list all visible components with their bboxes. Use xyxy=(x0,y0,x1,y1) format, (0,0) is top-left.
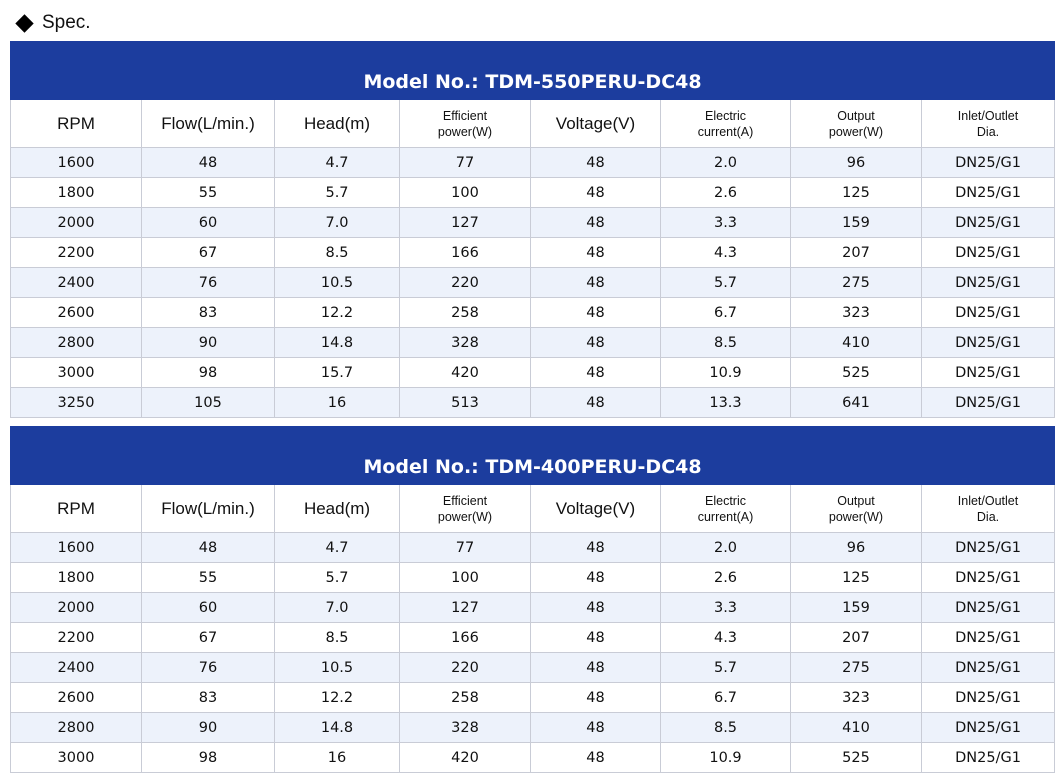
table-cell: 48 xyxy=(531,593,661,623)
table-cell: 48 xyxy=(531,148,661,178)
table-cell: 13.3 xyxy=(661,388,791,418)
table-cell: 8.5 xyxy=(275,623,400,653)
table-cell: 323 xyxy=(791,683,922,713)
inlet-outlet-header xyxy=(922,100,1055,148)
table-cell: 125 xyxy=(791,563,922,593)
table-cell: 48 xyxy=(531,623,661,653)
table-cell: 77 xyxy=(400,148,531,178)
table-cell: 5.7 xyxy=(661,653,791,683)
table-cell: 55 xyxy=(142,563,275,593)
table-cell: 410 xyxy=(791,328,922,358)
table-cell: 8.5 xyxy=(661,328,791,358)
electric-current-header xyxy=(661,485,791,533)
table-cell: 96 xyxy=(791,148,922,178)
table-cell: 15.7 xyxy=(275,358,400,388)
column-header-line: Efficient xyxy=(442,108,488,123)
rpm-header: RPM xyxy=(11,100,142,148)
table-cell: 48 xyxy=(531,713,661,743)
table-cell: 525 xyxy=(791,358,922,388)
table-row xyxy=(11,388,1055,418)
table-cell: 83 xyxy=(142,683,275,713)
table-cell: 5.7 xyxy=(275,563,400,593)
table-cell: 2400 xyxy=(11,268,142,298)
table-cell: 420 xyxy=(400,358,531,388)
table-cell: 2800 xyxy=(11,713,142,743)
table-cell: 48 xyxy=(531,533,661,563)
table-row xyxy=(11,713,1055,743)
table-cell: 420 xyxy=(400,743,531,773)
table-cell: 83 xyxy=(142,298,275,328)
spec-table-550 xyxy=(10,41,1055,418)
table-cell: 14.8 xyxy=(275,713,400,743)
column-header-line: Output xyxy=(837,108,875,123)
table-cell: 3.3 xyxy=(661,593,791,623)
table-cell: 12.2 xyxy=(275,683,400,713)
voltage-header: Voltage(V) xyxy=(531,100,661,148)
table-cell: DN25/G1 xyxy=(922,623,1055,653)
table-cell: 2400 xyxy=(11,653,142,683)
table-cell: 125 xyxy=(791,178,922,208)
table-cell: 105 xyxy=(142,388,275,418)
table-cell: 2.6 xyxy=(661,178,791,208)
table-cell: 4.7 xyxy=(275,148,400,178)
table-cell: 410 xyxy=(791,713,922,743)
column-header-line: Dia. xyxy=(976,509,1000,524)
head-header: Head(m) xyxy=(275,485,400,533)
table-cell: DN25/G1 xyxy=(922,563,1055,593)
table-cell: 328 xyxy=(400,328,531,358)
table-cell: 127 xyxy=(400,593,531,623)
table-cell: DN25/G1 xyxy=(922,148,1055,178)
table-cell: 2800 xyxy=(11,328,142,358)
table-cell: DN25/G1 xyxy=(922,298,1055,328)
table-cell: DN25/G1 xyxy=(922,178,1055,208)
table-cell: DN25/G1 xyxy=(922,593,1055,623)
table-cell: 2200 xyxy=(11,623,142,653)
table-cell: 1600 xyxy=(11,533,142,563)
table-cell: 4.7 xyxy=(275,533,400,563)
table-cell: 48 xyxy=(531,298,661,328)
table-cell: 166 xyxy=(400,623,531,653)
table-cell: 48 xyxy=(531,268,661,298)
table-cell: 2000 xyxy=(11,593,142,623)
table-title: Model No.: TDM-400PERU-DC48 xyxy=(11,427,1055,485)
table-cell: 2000 xyxy=(11,208,142,238)
table-cell: 4.3 xyxy=(661,623,791,653)
table-cell: 48 xyxy=(142,533,275,563)
output-power-header xyxy=(791,485,922,533)
table-cell: 67 xyxy=(142,238,275,268)
table-row xyxy=(11,653,1055,683)
table-cell: 2.6 xyxy=(661,563,791,593)
table-cell: 328 xyxy=(400,713,531,743)
table-cell: 1600 xyxy=(11,148,142,178)
table-cell: 48 xyxy=(531,683,661,713)
table-cell: 220 xyxy=(400,268,531,298)
efficient-power-header xyxy=(400,485,531,533)
table-cell: 166 xyxy=(400,238,531,268)
column-header-line: Electric xyxy=(705,108,746,123)
table-cell: 48 xyxy=(142,148,275,178)
table-cell: 275 xyxy=(791,268,922,298)
table-row xyxy=(11,743,1055,773)
table-row xyxy=(11,623,1055,653)
table-body xyxy=(11,533,1055,773)
table-cell: 60 xyxy=(142,593,275,623)
column-header-line: Efficient xyxy=(442,493,488,508)
table-cell: 48 xyxy=(531,358,661,388)
table-row xyxy=(11,328,1055,358)
table-cell: 7.0 xyxy=(275,593,400,623)
table-title: Model No.: TDM-550PERU-DC48 xyxy=(11,42,1055,100)
column-header-line: Dia. xyxy=(976,124,1000,139)
table-cell: 207 xyxy=(791,623,922,653)
column-header-line: power(W) xyxy=(828,509,884,524)
rpm-header: RPM xyxy=(11,485,142,533)
table-cell: 8.5 xyxy=(661,713,791,743)
table-cell: 48 xyxy=(531,238,661,268)
diamond-icon xyxy=(15,14,33,32)
table-row xyxy=(11,563,1055,593)
table-cell: 275 xyxy=(791,653,922,683)
table-cell: 525 xyxy=(791,743,922,773)
table-cell: 513 xyxy=(400,388,531,418)
table-cell: 48 xyxy=(531,563,661,593)
column-header-line: Inlet/Outlet xyxy=(957,493,1019,508)
table-cell: DN25/G1 xyxy=(922,238,1055,268)
table-cell: 2.0 xyxy=(661,148,791,178)
table-row xyxy=(11,593,1055,623)
table-cell: 641 xyxy=(791,388,922,418)
table-cell: 4.3 xyxy=(661,238,791,268)
spec-heading xyxy=(14,11,91,35)
table-cell: 5.7 xyxy=(661,268,791,298)
table-cell: 1800 xyxy=(11,563,142,593)
table-cell: 100 xyxy=(400,178,531,208)
table-cell: DN25/G1 xyxy=(922,683,1055,713)
electric-current-header xyxy=(661,100,791,148)
table-cell: 48 xyxy=(531,328,661,358)
table-cell: DN25/G1 xyxy=(922,743,1055,773)
table-cell: 12.2 xyxy=(275,298,400,328)
table-cell: 60 xyxy=(142,208,275,238)
table-cell: DN25/G1 xyxy=(922,388,1055,418)
column-header-line: power(W) xyxy=(437,509,493,524)
table-cell: 323 xyxy=(791,298,922,328)
column-header-line: power(W) xyxy=(437,124,493,139)
table-cell: 159 xyxy=(791,593,922,623)
flow-header: Flow(L/min.) xyxy=(142,100,275,148)
table-cell: 3250 xyxy=(11,388,142,418)
table-cell: 76 xyxy=(142,268,275,298)
table-cell: 8.5 xyxy=(275,238,400,268)
column-header-line: Inlet/Outlet xyxy=(957,108,1019,123)
column-header-line: current(A) xyxy=(697,124,754,139)
table-cell: 100 xyxy=(400,563,531,593)
table-cell: 2600 xyxy=(11,298,142,328)
column-header-line: Electric xyxy=(705,493,746,508)
table-cell: DN25/G1 xyxy=(922,268,1055,298)
table-row xyxy=(11,208,1055,238)
table-cell: 258 xyxy=(400,683,531,713)
table-row xyxy=(11,178,1055,208)
table-cell: 77 xyxy=(400,533,531,563)
column-header-row xyxy=(11,485,1055,533)
table-cell: 10.5 xyxy=(275,268,400,298)
table-cell: 2200 xyxy=(11,238,142,268)
table-cell: 258 xyxy=(400,298,531,328)
table-cell: DN25/G1 xyxy=(922,208,1055,238)
table-cell: 3000 xyxy=(11,743,142,773)
head-header: Head(m) xyxy=(275,100,400,148)
column-header-line: current(A) xyxy=(697,509,754,524)
table-row xyxy=(11,298,1055,328)
table-cell: 1800 xyxy=(11,178,142,208)
table-cell: 10.9 xyxy=(661,358,791,388)
table-cell: 159 xyxy=(791,208,922,238)
table-cell: 96 xyxy=(791,533,922,563)
table-cell: 6.7 xyxy=(661,683,791,713)
table-cell: 90 xyxy=(142,328,275,358)
column-header-row xyxy=(11,100,1055,148)
table-cell: DN25/G1 xyxy=(922,328,1055,358)
column-header-line: Output xyxy=(837,493,875,508)
table-cell: 48 xyxy=(531,178,661,208)
table-cell: 76 xyxy=(142,653,275,683)
table-row xyxy=(11,238,1055,268)
table-cell: 207 xyxy=(791,238,922,268)
table-cell: 90 xyxy=(142,713,275,743)
spec-table-400 xyxy=(10,426,1055,773)
spec-heading-label: Spec. xyxy=(42,12,91,33)
table-cell: 2600 xyxy=(11,683,142,713)
table-cell: DN25/G1 xyxy=(922,713,1055,743)
table-cell: DN25/G1 xyxy=(922,653,1055,683)
table-row xyxy=(11,148,1055,178)
voltage-header: Voltage(V) xyxy=(531,485,661,533)
table-cell: 10.5 xyxy=(275,653,400,683)
table-cell: 48 xyxy=(531,743,661,773)
table-cell: 5.7 xyxy=(275,178,400,208)
table-row xyxy=(11,533,1055,563)
table-cell: 98 xyxy=(142,743,275,773)
table-cell: 3.3 xyxy=(661,208,791,238)
table-cell: 48 xyxy=(531,653,661,683)
table-cell: 7.0 xyxy=(275,208,400,238)
table-cell: 98 xyxy=(142,358,275,388)
table-cell: 6.7 xyxy=(661,298,791,328)
table-row xyxy=(11,358,1055,388)
efficient-power-header xyxy=(400,100,531,148)
table-cell: 55 xyxy=(142,178,275,208)
table-cell: 14.8 xyxy=(275,328,400,358)
table-cell: 10.9 xyxy=(661,743,791,773)
table-row xyxy=(11,268,1055,298)
table-cell: 220 xyxy=(400,653,531,683)
table-cell: 48 xyxy=(531,388,661,418)
flow-header: Flow(L/min.) xyxy=(142,485,275,533)
inlet-outlet-header xyxy=(922,485,1055,533)
table-cell: 16 xyxy=(275,743,400,773)
table-cell: DN25/G1 xyxy=(922,358,1055,388)
table-cell: 127 xyxy=(400,208,531,238)
table-cell: 48 xyxy=(531,208,661,238)
table-cell: DN25/G1 xyxy=(922,533,1055,563)
table-cell: 16 xyxy=(275,388,400,418)
column-header-line: power(W) xyxy=(828,124,884,139)
table-cell: 67 xyxy=(142,623,275,653)
table-body xyxy=(11,148,1055,418)
table-cell: 3000 xyxy=(11,358,142,388)
table-cell: 2.0 xyxy=(661,533,791,563)
table-row xyxy=(11,683,1055,713)
output-power-header xyxy=(791,100,922,148)
